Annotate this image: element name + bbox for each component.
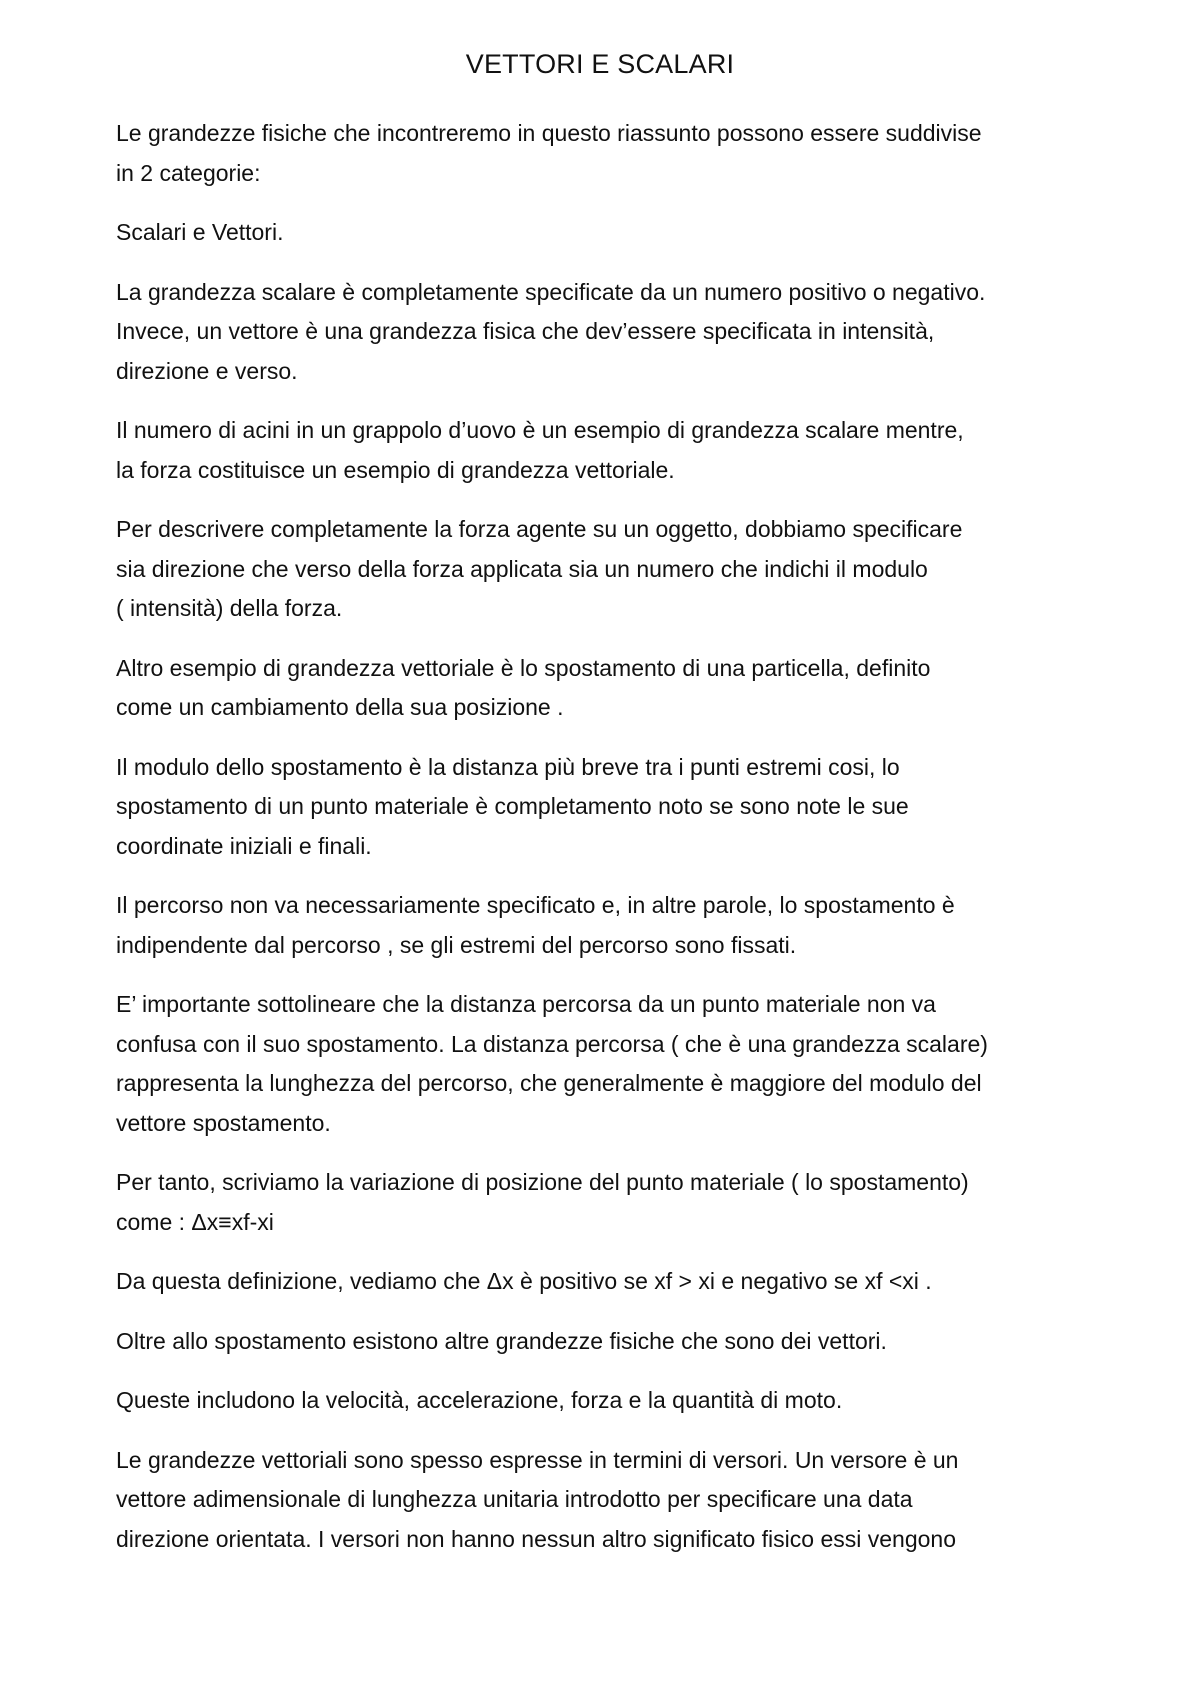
paragraph [116, 1262, 1096, 1302]
text-line: coordinate iniziali e finali. [116, 832, 372, 859]
paragraph [116, 1322, 1096, 1362]
text-line: vettore adimensionale di lunghezza unitaria introdotto per specificare una data [116, 1486, 913, 1512]
paragraph [116, 886, 1096, 965]
text-line: Scalari e Vettori. [116, 219, 284, 245]
text-line: Le grandezze fisiche che incontreremo in questo riassunto possono essere suddivise [116, 120, 982, 146]
text-line: vettore spostamento. [116, 1109, 331, 1136]
text-line: Per descrivere completamente la forza agente su un oggetto, dobbiamo specificare [116, 516, 963, 542]
text-line: spostamento di un punto materiale è completamento noto se sono note le sue [116, 793, 909, 819]
text-line: Oltre allo spostamento esistono altre grandezze fisiche che sono dei vettori. [116, 1327, 887, 1354]
paragraph [116, 114, 1096, 193]
text-line: Le grandezze vettoriali sono spesso espresse in termini di versori. Un versore è un [116, 1446, 959, 1473]
text-line: La grandezza scalare è completamente specificate da un numero positivo o negativo. [116, 278, 986, 305]
text-line: Da questa definizione, vediamo che Δx è positivo se xf > xi e negativo se xf <xi . [116, 1268, 932, 1294]
paragraph [116, 1441, 1096, 1560]
text-line: Il percorso non va necessariamente specificato e, in altre parole, lo spostamento è [116, 892, 955, 918]
document-body [116, 114, 1096, 1579]
paragraph [116, 985, 1096, 1143]
paragraph [116, 411, 1096, 490]
text-line: Queste includono la velocità, accelerazione, forza e la quantità di moto. [116, 1387, 843, 1413]
text-line: sia direzione che verso della forza applicata sia un numero che indichi il modulo [116, 555, 928, 582]
paragraph [116, 213, 1096, 253]
text-line: la forza costituisce un esempio di grandezza vettoriale. [116, 456, 675, 483]
paragraph [116, 748, 1096, 867]
paragraph [116, 1163, 1096, 1242]
text-line: Per tanto, scriviamo la variazione di posizione del punto materiale ( lo spostamento) [116, 1169, 969, 1195]
text-line: Invece, un vettore è una grandezza fisica che dev’essere specificata in intensità, [116, 318, 935, 344]
text-line: in 2 categorie: [116, 159, 261, 186]
text-line: confusa con il suo spostamento. La distanza percorsa ( che è una grandezza scalare) [116, 1030, 988, 1057]
paragraph [116, 273, 1096, 392]
text-line: come : Δx≡xf-xi [116, 1208, 274, 1235]
text-line: E’ importante sottolineare che la distanza percorsa da un punto materiale non va [116, 991, 936, 1017]
text-line: come un cambiamento della sua posizione . [116, 694, 564, 720]
text-line: Altro esempio di grandezza vettoriale è lo spostamento di una particella, definito [116, 654, 931, 681]
paragraph [116, 510, 1096, 629]
text-line: ( intensità) della forza. [116, 595, 343, 621]
document-title: VETTORI E SCALARI [465, 49, 735, 79]
text-line: Il modulo dello spostamento è la distanza più breve tra i punti estremi cosi, lo [116, 753, 900, 780]
paragraph [116, 1381, 1096, 1421]
text-line: direzione e verso. [116, 357, 298, 384]
text-line: Il numero di acini in un grappolo d’uovo è un esempio di grandezza scalare mentre, [116, 417, 964, 443]
text-line: rappresenta la lunghezza del percorso, che generalmente è maggiore del modulo del [116, 1070, 982, 1096]
text-line: indipendente dal percorso , se gli estremi del percorso sono fissati. [116, 931, 797, 958]
paragraph [116, 649, 1096, 728]
text-line: direzione orientata. I versori non hanno nessun altro significato fisico essi vengono [116, 1525, 956, 1552]
